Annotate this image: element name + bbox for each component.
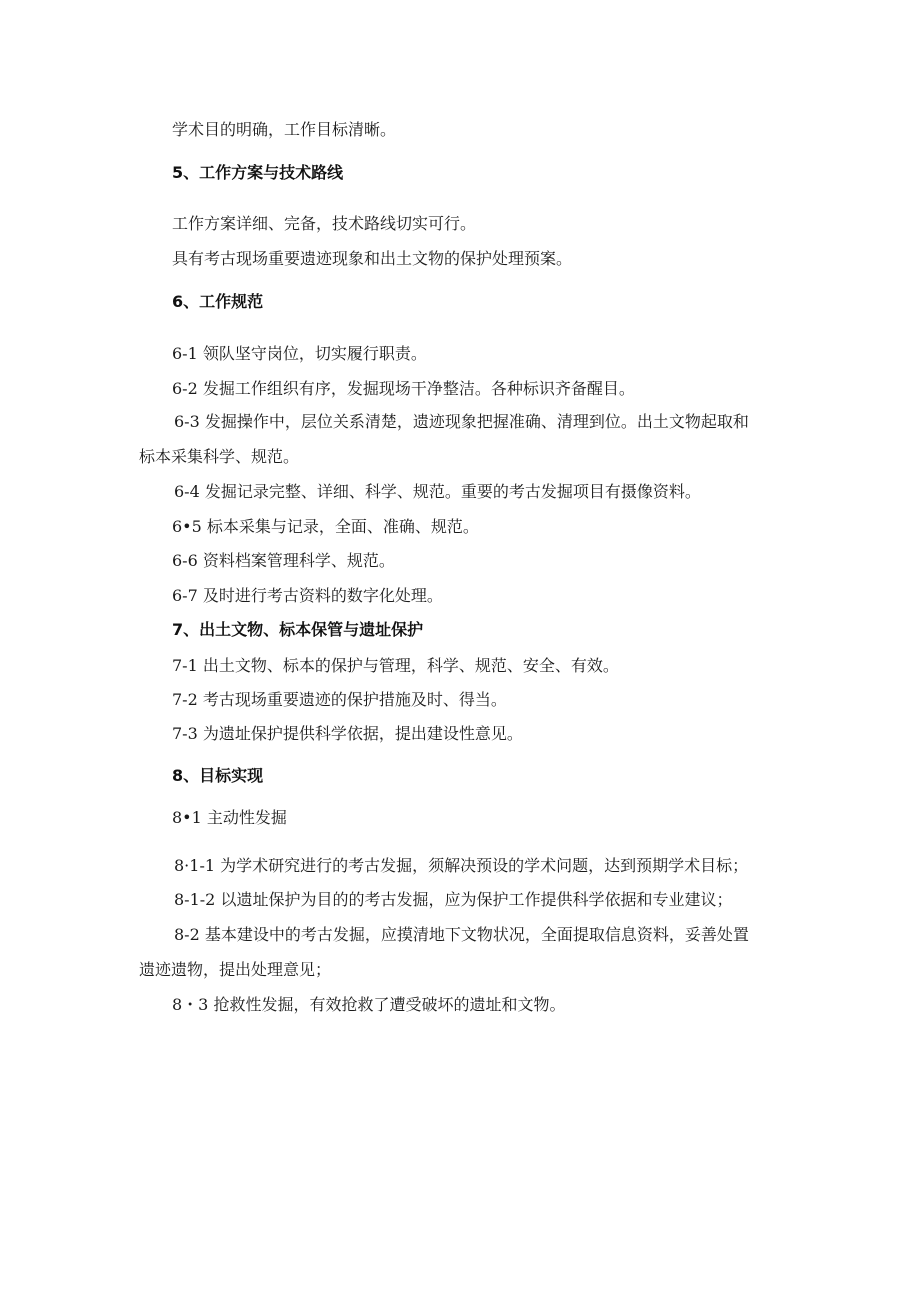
section-8-item-1-2: 8-1-2 以遗址保护为目的的考古发掘，应为保护工作提供科学依据和专业建议； — [174, 890, 733, 909]
section-6-heading: 6、工作规范 — [172, 292, 264, 311]
section-8-heading: 8、目标实现 — [172, 766, 264, 785]
section-8-item-3: 8・3 抢救性发掘，有效抢救了遭受破坏的遗址和文物。 — [172, 995, 566, 1014]
section-8-item-2-line-1: 8-2 基本建设中的考古发掘，应摸清地下文物状况，全面提取信息资料，妥善处置 — [174, 925, 749, 944]
section-6-item-5: 6•5 标本采集与记录，全面、准确、规范。 — [172, 517, 479, 536]
section-6-item-6: 6-6 资料档案管理科学、规范。 — [172, 551, 395, 570]
section-5-paragraph-1: 工作方案详细、完备，技术路线切实可行。 — [172, 214, 477, 233]
section-5-heading: 5、工作方案与技术路线 — [172, 163, 344, 182]
section-8-item-2-line-2: 遗迹遗物，提出处理意见； — [139, 960, 332, 979]
intro-paragraph: 学术目的明确，工作目标清晰。 — [172, 120, 397, 139]
section-7-item-2: 7-2 考古现场重要遗迹的保护措施及时、得当。 — [172, 690, 507, 709]
section-6-item-7: 6-7 及时进行考古资料的数字化处理。 — [172, 586, 443, 605]
section-6-item-1: 6-1 领队坚守岗位，切实履行职责。 — [172, 344, 427, 363]
section-8-item-1-1: 8·1-1 为学术研究进行的考古发掘，须解决预设的学术问题，达到预期学术目标； — [174, 856, 749, 875]
section-5-paragraph-2: 具有考古现场重要遗迹现象和出土文物的保护处理预案。 — [172, 249, 573, 268]
section-7-item-1: 7-1 出土文物、标本的保护与管理，科学、规范、安全、有效。 — [172, 656, 619, 675]
section-6-item-3-line-2: 标本采集科学、规范。 — [139, 447, 300, 466]
section-6-item-4: 6-4 发掘记录完整、详细、科学、规范。重要的考古发掘项目有摄像资料。 — [174, 482, 701, 501]
section-6-item-3-line-1: 6-3 发掘操作中，层位关系清楚，遗迹现象把握准确、清理到位。出土文物起取和 — [174, 412, 749, 431]
section-8-item-1: 8•1 主动性发掘 — [172, 808, 287, 827]
section-7-heading: 7、出土文物、标本保管与遗址保护 — [172, 620, 424, 639]
section-6-item-2: 6-2 发掘工作组织有序，发掘现场干净整洁。各种标识齐备醒目。 — [172, 379, 635, 398]
section-7-item-3: 7-3 为遗址保护提供科学依据，提出建设性意见。 — [172, 724, 523, 743]
